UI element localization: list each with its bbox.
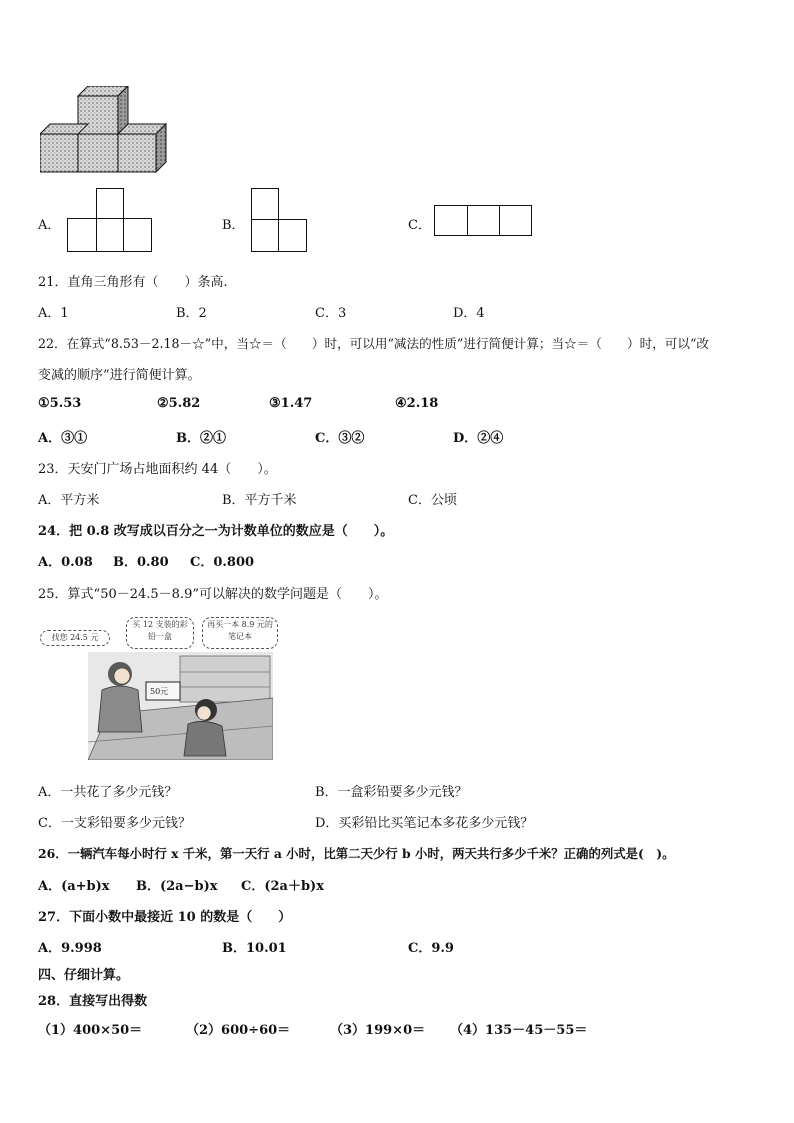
speech-bubble-change: 找您 24.5 元 xyxy=(40,630,110,646)
q21-option-b[interactable]: B．2 xyxy=(176,306,207,321)
q22-stem-line2: 变减的顺序”进行简便计算。 xyxy=(38,368,201,383)
q20-option-b-label: B． xyxy=(222,218,245,233)
q21-option-a[interactable]: A．1 xyxy=(38,306,69,321)
q20-option-c-label: C． xyxy=(408,218,431,233)
q25-illustration xyxy=(38,612,278,762)
q25-option-c[interactable]: C．一支彩铅要多少元钱？ xyxy=(38,816,191,831)
q23-option-a[interactable]: A．平方米 xyxy=(38,493,100,508)
q20-option-b[interactable] xyxy=(222,214,245,233)
q20-option-a[interactable] xyxy=(38,214,60,233)
q27-option-a[interactable]: A．9.998 xyxy=(38,941,102,956)
q24-stem: 24．把 0.8 改写成以百分之一为计数单位的数应是（ ）。 xyxy=(38,524,394,539)
q26-stem: 26．一辆汽车每小时行 x 千米，第一天行 a 小时，比第二天少行 b 小时，两天共行多少千米？正确的列式是( )。 xyxy=(38,846,675,861)
q24-option-a[interactable]: A．0.08 xyxy=(38,555,93,570)
q23-option-c[interactable]: C．公顷 xyxy=(408,493,457,508)
shop-scene-image xyxy=(88,652,273,760)
q22-choice-3: ③1.47 xyxy=(269,396,313,411)
q28-stem: 28．直接写出得数 xyxy=(38,994,148,1009)
q22-choice-4: ④2.18 xyxy=(395,396,439,411)
q21-option-c[interactable]: C．3 xyxy=(315,306,347,321)
q23-stem: 23．天安门广场占地面积约 44（ ）。 xyxy=(38,462,277,477)
section-4-title: 四、仔细计算。 xyxy=(38,968,130,983)
q20-option-c[interactable] xyxy=(408,214,431,233)
q22-choice-2: ②5.82 xyxy=(157,396,201,411)
q25-stem: 25．算式“50－24.5－8.9”可以解决的数学问题是（ ）。 xyxy=(38,587,388,602)
q27-stem: 27．下面小数中最接近 10 的数是（ ） xyxy=(38,910,292,925)
cube-stack-figure xyxy=(40,86,170,176)
q22-stem-line1: 22．在算式“8.53－2.18－☆”中，当☆＝（ ）时，可以用“减法的性质”进行简便计算；当☆＝（ ）时，可以“改 xyxy=(38,336,710,351)
q24-option-c[interactable]: C．0.800 xyxy=(190,555,255,570)
q21-stem: 21．直角三角形有（ ）条高. xyxy=(38,275,228,290)
q28-item-1: （1）400×50＝ xyxy=(38,1023,143,1038)
q25-option-b[interactable]: B．一盒彩铅要多少元钱？ xyxy=(315,785,468,800)
q22-option-c[interactable]: C．③② xyxy=(315,431,365,446)
q26-option-b[interactable]: B．(2a−b)x xyxy=(136,879,218,894)
q28-item-3: （3）199×0＝ xyxy=(330,1023,426,1038)
q23-option-b[interactable]: B．平方千米 xyxy=(222,493,297,508)
q25-option-d[interactable]: D．买彩铅比买笔记本多花多少元钱？ xyxy=(315,816,534,831)
q25-option-a[interactable]: A．一共花了多少元钱？ xyxy=(38,785,178,800)
q27-option-c[interactable]: C．9.9 xyxy=(408,941,454,956)
q22-option-b[interactable]: B．②① xyxy=(176,431,226,446)
q21-option-d[interactable]: D．4 xyxy=(453,306,485,321)
q24-option-b[interactable]: B．0.80 xyxy=(113,555,169,570)
speech-bubble-notebook: 再买一本 8.9 元的笔记本 xyxy=(202,617,278,649)
q22-option-d[interactable]: D．②④ xyxy=(453,431,504,446)
q28-item-4: （4）135－45－55＝ xyxy=(450,1023,588,1038)
q22-option-a[interactable]: A．③① xyxy=(38,431,88,446)
q26-option-c[interactable]: C．(2a＋b)x xyxy=(241,879,324,894)
q28-item-2: （2）600÷60＝ xyxy=(186,1023,291,1038)
q20-option-a-label: A． xyxy=(38,218,61,233)
q26-option-a[interactable]: A．(a+b)x xyxy=(38,879,110,894)
price-tag: 50元 xyxy=(150,687,169,696)
q22-choice-1: ①5.53 xyxy=(38,396,82,411)
q27-option-b[interactable]: B．10.01 xyxy=(222,941,287,956)
speech-bubble-pencils: 买 12 支装的彩铅一盒 xyxy=(126,617,194,649)
